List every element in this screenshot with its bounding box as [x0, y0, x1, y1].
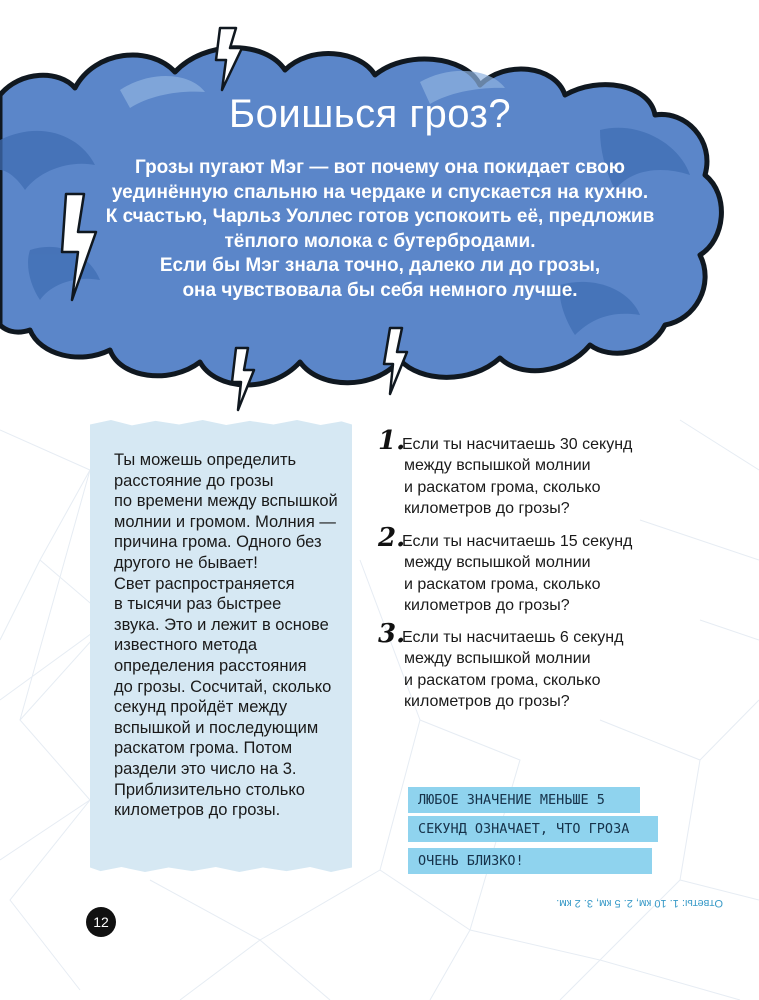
info-line: звука. Это и лежит в основе — [114, 615, 329, 634]
intro-line: она чувствовала бы себя немного лучше. — [182, 279, 578, 301]
intro-paragraph — [90, 156, 670, 303]
tip-strip: СЕКУНД ОЗНАЧАЕТ, ЧТО ГРОЗА — [408, 816, 658, 842]
info-line: Ты можешь определить — [114, 451, 297, 469]
question-number: 3. — [378, 619, 406, 649]
info-paragraph — [114, 450, 354, 821]
question-number: 2. — [378, 523, 406, 553]
info-line: Приблизительно столько — [114, 780, 305, 799]
intro-line: Если бы Мэг знала точно, далеко ли до грозы, — [159, 255, 601, 276]
info-line: до грозы. Сосчитай, сколько — [114, 677, 332, 696]
question-line: между вспышкой молнии — [404, 554, 591, 572]
info-line: в тысячи раз быстрее — [114, 595, 282, 614]
intro-line: К счастью, Чарльз Уоллес готов успокоить её, предложив — [105, 206, 655, 227]
question-line: и раскатом грома, сколько — [404, 575, 601, 593]
question-line: между вспышкой молнии — [404, 457, 591, 475]
question-text — [402, 531, 632, 616]
question-line: и раскатом грома, сколько — [404, 478, 601, 496]
intro-line: Грозы пугают Мэг — вот почему она покидает свою — [135, 157, 625, 178]
info-line: секунд пройдёт между — [114, 698, 288, 717]
info-line: раздели это число на 3. — [114, 759, 297, 778]
answers-upside-down: Ответы: 1. 10 км, 2. 5 км, 3. 2 км. — [556, 897, 723, 909]
question-text — [402, 627, 623, 712]
lightning-bolt-icon — [212, 26, 246, 92]
question-line: Если ты насчитаешь 15 секунд — [402, 533, 633, 550]
question-line: километров до грозы? — [404, 596, 570, 614]
question-line: километров до грозы? — [404, 692, 570, 710]
info-line: другого не бывает! — [114, 553, 258, 572]
tip-strip: ЛЮБОЕ ЗНАЧЕНИЕ МЕНЬШЕ 5 — [408, 787, 640, 813]
intro-line: уединённую спальню на чердаке и спускается на кухню. — [111, 181, 649, 203]
page-number: 12 — [86, 907, 116, 937]
info-line: вспышкой и последующим — [114, 718, 319, 737]
question-line: и раскатом грома, сколько — [404, 671, 601, 689]
info-line: Свет распространяется — [114, 574, 295, 593]
info-line: по времени между вспышкой — [114, 492, 338, 511]
info-line: определения расстояния — [114, 656, 307, 675]
intro-line: тёплого молока с бутербродами. — [224, 230, 536, 252]
question-number: 1. — [378, 426, 406, 456]
info-line: известного метода — [114, 636, 258, 655]
question-text — [402, 434, 632, 519]
info-line: причина грома. Одного без — [114, 533, 322, 552]
question-line: Если ты насчитаешь 6 секунд — [402, 629, 624, 646]
lightning-bolt-icon — [380, 326, 410, 396]
info-line: раскатом грома. Потом — [114, 739, 293, 758]
page-title: Боишься гроз? — [228, 92, 512, 136]
question-line: Если ты насчитаешь 30 секунд — [402, 436, 633, 453]
info-line: расстояние до грозы — [114, 471, 274, 490]
info-line: молнии и громом. Молния — — [114, 512, 336, 531]
question-line: между вспышкой молнии — [404, 650, 591, 668]
question-line: километров до грозы? — [404, 499, 570, 517]
tip-strip: ОЧЕНЬ БЛИЗКО! — [408, 848, 652, 874]
lightning-bolt-icon — [228, 346, 258, 412]
info-line: километров до грозы. — [114, 801, 281, 820]
